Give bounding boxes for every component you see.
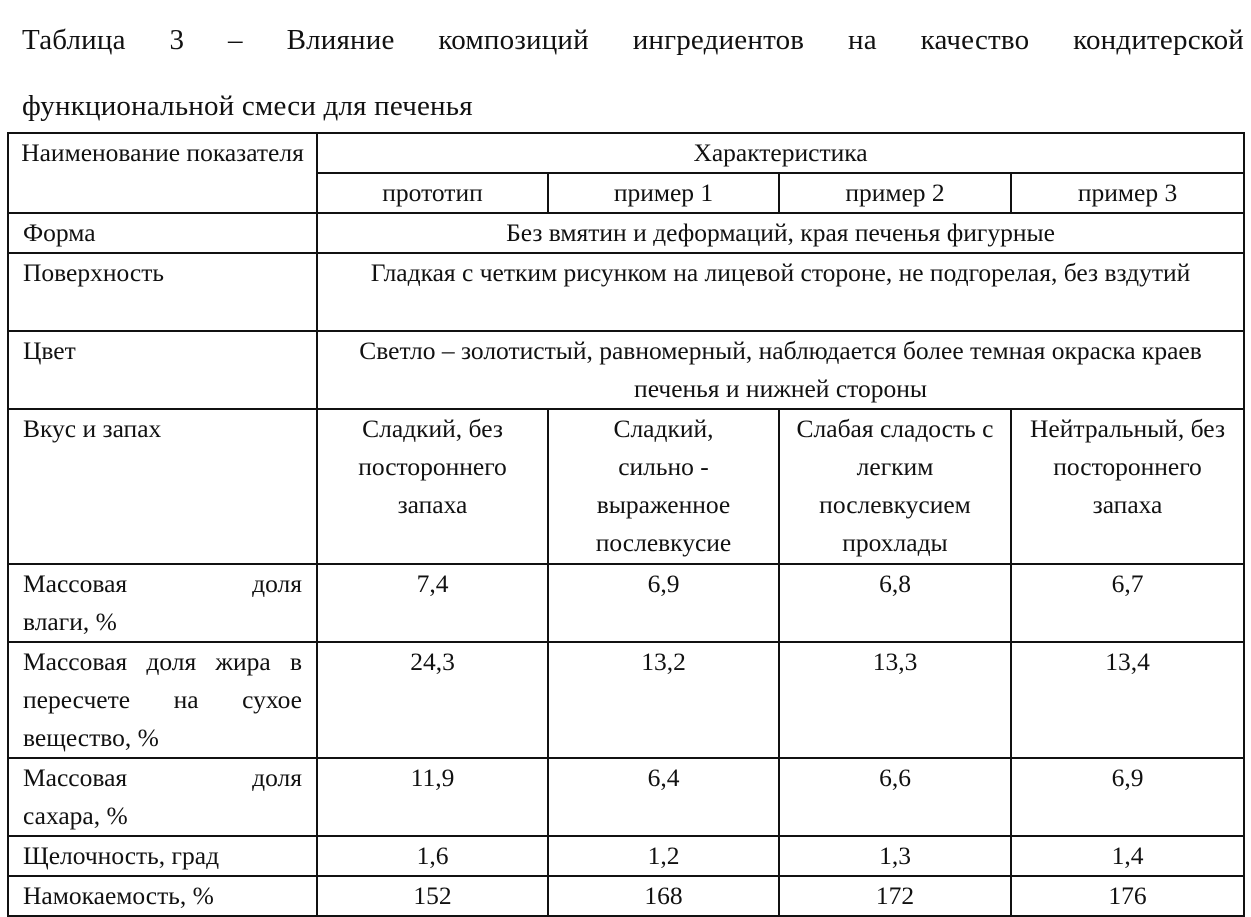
cell-sugar-example-2: 6,6 bbox=[779, 758, 1011, 836]
cell-fat-example-2: 13,3 bbox=[779, 642, 1011, 758]
header-col-example-3: пример 3 bbox=[1011, 173, 1244, 213]
cell-fat-prototype: 24,3 bbox=[317, 642, 548, 758]
table-row bbox=[8, 409, 1244, 564]
header-indicator: Наименование показателя bbox=[8, 133, 317, 213]
header-col-prototype: прототип bbox=[317, 173, 548, 213]
row-label-moisture-line-1: Массовая доля bbox=[23, 569, 302, 598]
row-value-color: Светло – золотистый, равномерный, наблюдается более темная окраска краев печенья и нижней стороны bbox=[317, 331, 1244, 409]
cell-moisture-example-2: 6,8 bbox=[779, 564, 1011, 642]
cell-moisture-example-3: 6,7 bbox=[1011, 564, 1244, 642]
row-label-fat: Массовая доля жира в пересчете на сухое вещество, % bbox=[8, 642, 317, 758]
row-label-alkalinity: Щелочность, град bbox=[8, 836, 317, 876]
row-label-wettability: Намокаемость, % bbox=[8, 876, 317, 916]
cell-alkalinity-example-2: 1,3 bbox=[779, 836, 1011, 876]
header-col-example-2: пример 2 bbox=[779, 173, 1011, 213]
cell-fat-example-1: 13,2 bbox=[548, 642, 779, 758]
table-row bbox=[8, 836, 1244, 876]
cell-wettability-example-2: 172 bbox=[779, 876, 1011, 916]
data-table bbox=[7, 132, 1245, 917]
cell-alkalinity-example-3: 1,4 bbox=[1011, 836, 1244, 876]
cell-taste-example-2: Слабая сладость с легким послевкусием прохлады bbox=[779, 409, 1011, 564]
cell-wettability-prototype: 152 bbox=[317, 876, 548, 916]
row-label-moisture-line-2: влаги, % bbox=[23, 607, 117, 636]
cell-wettability-example-3: 176 bbox=[1011, 876, 1244, 916]
cell-taste-prototype: Сладкий, без постороннего запаха bbox=[317, 409, 548, 564]
row-label-sugar-line-1: Массовая доля bbox=[23, 763, 302, 792]
cell-taste-example-1: Сладкий, сильно - выраженное послевкусие bbox=[548, 409, 779, 564]
table-row bbox=[8, 758, 1244, 836]
cell-sugar-example-3: 6,9 bbox=[1011, 758, 1244, 836]
table-row bbox=[8, 253, 1244, 331]
cell-sugar-example-1: 6,4 bbox=[548, 758, 779, 836]
cell-wettability-example-1: 168 bbox=[548, 876, 779, 916]
row-label-color: Цвет bbox=[8, 331, 317, 409]
row-label-taste: Вкус и запах bbox=[8, 409, 317, 564]
header-col-example-1: пример 1 bbox=[548, 173, 779, 213]
row-value-shape: Без вмятин и деформаций, края печенья фигурные bbox=[317, 213, 1244, 253]
caption-line-1: Таблица 3 – Влияние композиций ингредиентов на качество кондитерской bbox=[22, 24, 1244, 56]
cell-taste-example-3: Нейтральный, без постороннего запаха bbox=[1011, 409, 1244, 564]
row-label-shape: Форма bbox=[8, 213, 317, 253]
table-row bbox=[8, 331, 1244, 409]
table-row bbox=[8, 876, 1244, 916]
row-label-sugar bbox=[8, 758, 317, 836]
table-caption bbox=[22, 4, 1247, 142]
header-characteristic: Характеристика bbox=[317, 133, 1244, 173]
table-row bbox=[8, 642, 1244, 758]
cell-moisture-prototype: 7,4 bbox=[317, 564, 548, 642]
table-row bbox=[8, 564, 1244, 642]
table-row bbox=[8, 213, 1244, 253]
cell-alkalinity-example-1: 1,2 bbox=[548, 836, 779, 876]
row-label-surface: Поверхность bbox=[8, 253, 317, 331]
cell-sugar-prototype: 11,9 bbox=[317, 758, 548, 836]
header-row-1 bbox=[8, 133, 1244, 173]
row-value-surface: Гладкая с четким рисунком на лицевой стороне, не подгорелая, без вздутий bbox=[317, 253, 1244, 331]
cell-alkalinity-prototype: 1,6 bbox=[317, 836, 548, 876]
row-label-moisture bbox=[8, 564, 317, 642]
caption-line-2: функциональной смеси для печенья bbox=[22, 90, 473, 122]
row-label-sugar-line-2: сахара, % bbox=[23, 801, 128, 830]
cell-moisture-example-1: 6,9 bbox=[548, 564, 779, 642]
cell-fat-example-3: 13,4 bbox=[1011, 642, 1244, 758]
